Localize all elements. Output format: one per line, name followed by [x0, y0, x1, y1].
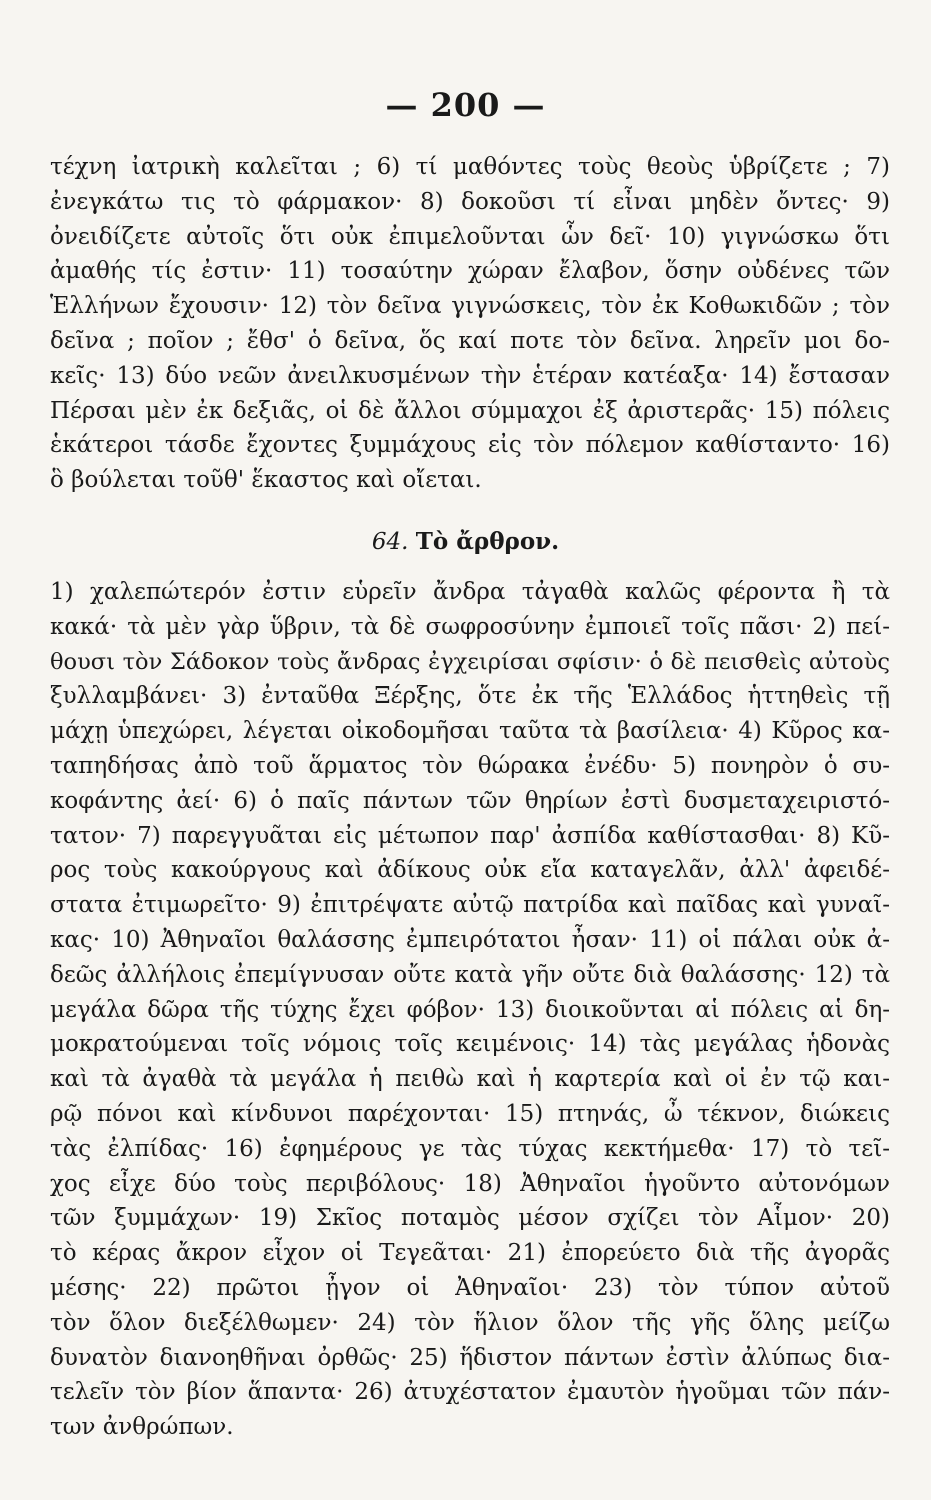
- text-line: ταπηδήσας ἀπὸ τοῦ ἅρματος τὸν θώρακα ἐνέδυ· 5) πονηρὸν ὁ συ-: [50, 752, 890, 779]
- text-line: θουσι τὸν Σάδοκον τοὺς ἄνδρας ἐγχειρίσαι σφίσιν· ὁ δὲ πεισθεὶς αὐτοὺς: [50, 648, 890, 675]
- text-line: τὸν ὅλον διεξέλθωμεν· 24) τὸν ἥλιον ὅλον τῆς γῆς ὅλης μείζω: [50, 1309, 890, 1336]
- text-line: τέχνη ἰατρικὴ καλεῖται ; 6) τί μαθόντες τοὺς θεοὺς ὑβρίζετε ; 7): [50, 154, 890, 180]
- text-line: καὶ τὰ ἀγαθὰ τὰ μεγάλα ἡ πειθὼ καὶ ἡ καρτερία καὶ οἱ ἐν τῷ και-: [50, 1066, 890, 1093]
- paragraph-1: [50, 150, 890, 498]
- text-line: δεῶς ἀλλήλοις ἐπεμίγνυσαν οὔτε κατὰ γῆν οὔτε διὰ θαλάσσης· 12) τὰ: [50, 961, 890, 988]
- text-line: ἑκάτεροι τάσδε ἔχοντες ξυμμάχους εἰς τὸν πόλεμον καθίσταντο· 16): [50, 432, 890, 459]
- text-line: ρος τοὺς κακούργους καὶ ἀδίκους οὐκ εἴα καταγελᾶν, ἀλλ' ἀφειδέ-: [50, 857, 890, 884]
- section-heading: [0, 525, 931, 559]
- text-line: των ἀνθρώπων.: [50, 1414, 234, 1441]
- text-line: ἐνεγκάτω τις τὸ φάρμακον· 8) δοκοῦσι τί εἶναι μηδὲν ὄντες· 9): [50, 188, 890, 215]
- text-line: 1) χαλεπώτερόν ἐστιν εὑρεῖν ἄνδρα τἀγαθὰ καλῶς φέροντα ἢ τὰ: [50, 579, 890, 605]
- text-line: κακά· τὰ μὲν γὰρ ὕβριν, τὰ δὲ σωφροσύνην ἐμποιεῖ τοῖς πᾶσι· 2) πεί-: [50, 613, 890, 640]
- text-line: ὃ βούλεται τοῦθ' ἕκαστος καὶ οἴεται.: [50, 467, 482, 494]
- text-line: στατα ἐτιμωρεῖτο· 9) ἐπιτρέψατε αὐτῷ πατρίδα καὶ παῖδας καὶ γυναῖ-: [50, 892, 890, 919]
- text-line: ἀμαθής τίς ἐστιν· 11) τοσαύτην χώραν ἔλαβον, ὅσην οὐδένες τῶν: [50, 258, 890, 285]
- text-line: κεῖς· 13) δύο νεῶν ἀνειλκυσμένων τὴν ἑτέραν κατέαξα· 14) ἔστασαν: [50, 362, 890, 389]
- text-line: μοκρατούμεναι τοῖς νόμοις τοῖς κειμένοις· 14) τὰς μεγάλας ἡδονὰς: [50, 1031, 890, 1058]
- text-line: δεῖνα ; ποῖον ; ἔθσ' ὁ δεῖνα, ὅς καί ποτε τὸν δεῖνα. ληρεῖν μοι δο-: [50, 327, 890, 354]
- text-line: ὀνειδίζετε αὐτοῖς ὅτι οὐκ ἐπιμελοῦνται ὧν δεῖ· 10) γιγνώσκω ὅτι: [50, 223, 890, 250]
- section-number: 64.: [371, 529, 409, 555]
- text-line: χος εἶχε δύο τοὺς περιβόλους· 18) Ἀθηναῖοι ἡγοῦντο αὐτονόμων: [50, 1170, 890, 1197]
- text-line: κοφάντης ἀεί· 6) ὁ παῖς πάντων τῶν θηρίων ἐστὶ δυσμεταχειριστό-: [50, 787, 890, 814]
- text-line: μεγάλα δῶρα τῆς τύχης ἔχει φόβον· 13) διοικοῦνται αἱ πόλεις αἱ δη-: [50, 996, 890, 1023]
- text-line: δυνατὸν διανοηθῆναι ὀρθῶς· 25) ἥδιστον πάντων ἐστὶν ἀλύπως δια-: [50, 1344, 890, 1371]
- text-line: τατον· 7) παρεγγυᾶται εἰς μέτωπον παρ' ἀσπίδα καθίστασθαι· 8) Κῦ-: [50, 822, 890, 849]
- text-line: μάχῃ ὑπεχώρει, λέγεται οἰκοδομῆσαι ταῦτα τὰ βασίλεια· 4) Κῦρος κα-: [50, 718, 890, 745]
- section-title: Τὸ ἄρθρον.: [415, 528, 560, 555]
- text-line: τελεῖν τὸν βίον ἅπαντα· 26) ἀτυχέστατον ἐμαυτὸν ἡγοῦμαι τῶν πάν-: [50, 1379, 890, 1406]
- text-line: Ἑλλήνων ἔχουσιν· 12) τὸν δεῖνα γιγνώσκεις, τὸν ἐκ Κοθωκιδῶν ; τὸν: [50, 293, 890, 320]
- text-line: τῶν ξυμμάχων· 19) Σκῖος ποταμὸς μέσον σχίζει τὸν Αἷμον· 20): [50, 1205, 890, 1232]
- text-line: μέσης· 22) πρῶτοι ᾖγον οἱ Ἀθηναῖοι· 23) τὸν τύπον αὐτοῦ: [50, 1274, 890, 1301]
- text-line: ρῷ πόνοι καὶ κίνδυνοι παρέχονται· 15) πτηνάς, ὦ τέκνον, διώκεις: [50, 1100, 890, 1127]
- page-number: — 200 —: [385, 86, 546, 124]
- text-line: Πέρσαι μὲν ἐκ δεξιᾶς, οἱ δὲ ἄλλοι σύμμαχοι ἐξ ἀριστερᾶς· 15) πόλεις: [50, 397, 890, 424]
- text-line: τὰς ἐλπίδας· 16) ἐφημέρους γε τὰς τύχας κεκτήμεθα· 17) τὸ τεῖ-: [50, 1135, 890, 1162]
- text-line: κας· 10) Ἀθηναῖοι θαλάσσης ἐμπειρότατοι ἦσαν· 11) οἱ πάλαι οὐκ ἀ-: [50, 926, 890, 953]
- paragraph-2: [50, 575, 890, 1445]
- text-line: ξυλλαμβάνει· 3) ἐνταῦθα Ξέρξης, ὅτε ἐκ τῆς Ἑλλάδος ἡττηθεὶς τῇ: [50, 683, 890, 710]
- text-line: τὸ κέρας ἄκρον εἶχον οἱ Τεγεᾶται· 21) ἐπορεύετο διὰ τῆς ἀγορᾶς: [50, 1240, 890, 1267]
